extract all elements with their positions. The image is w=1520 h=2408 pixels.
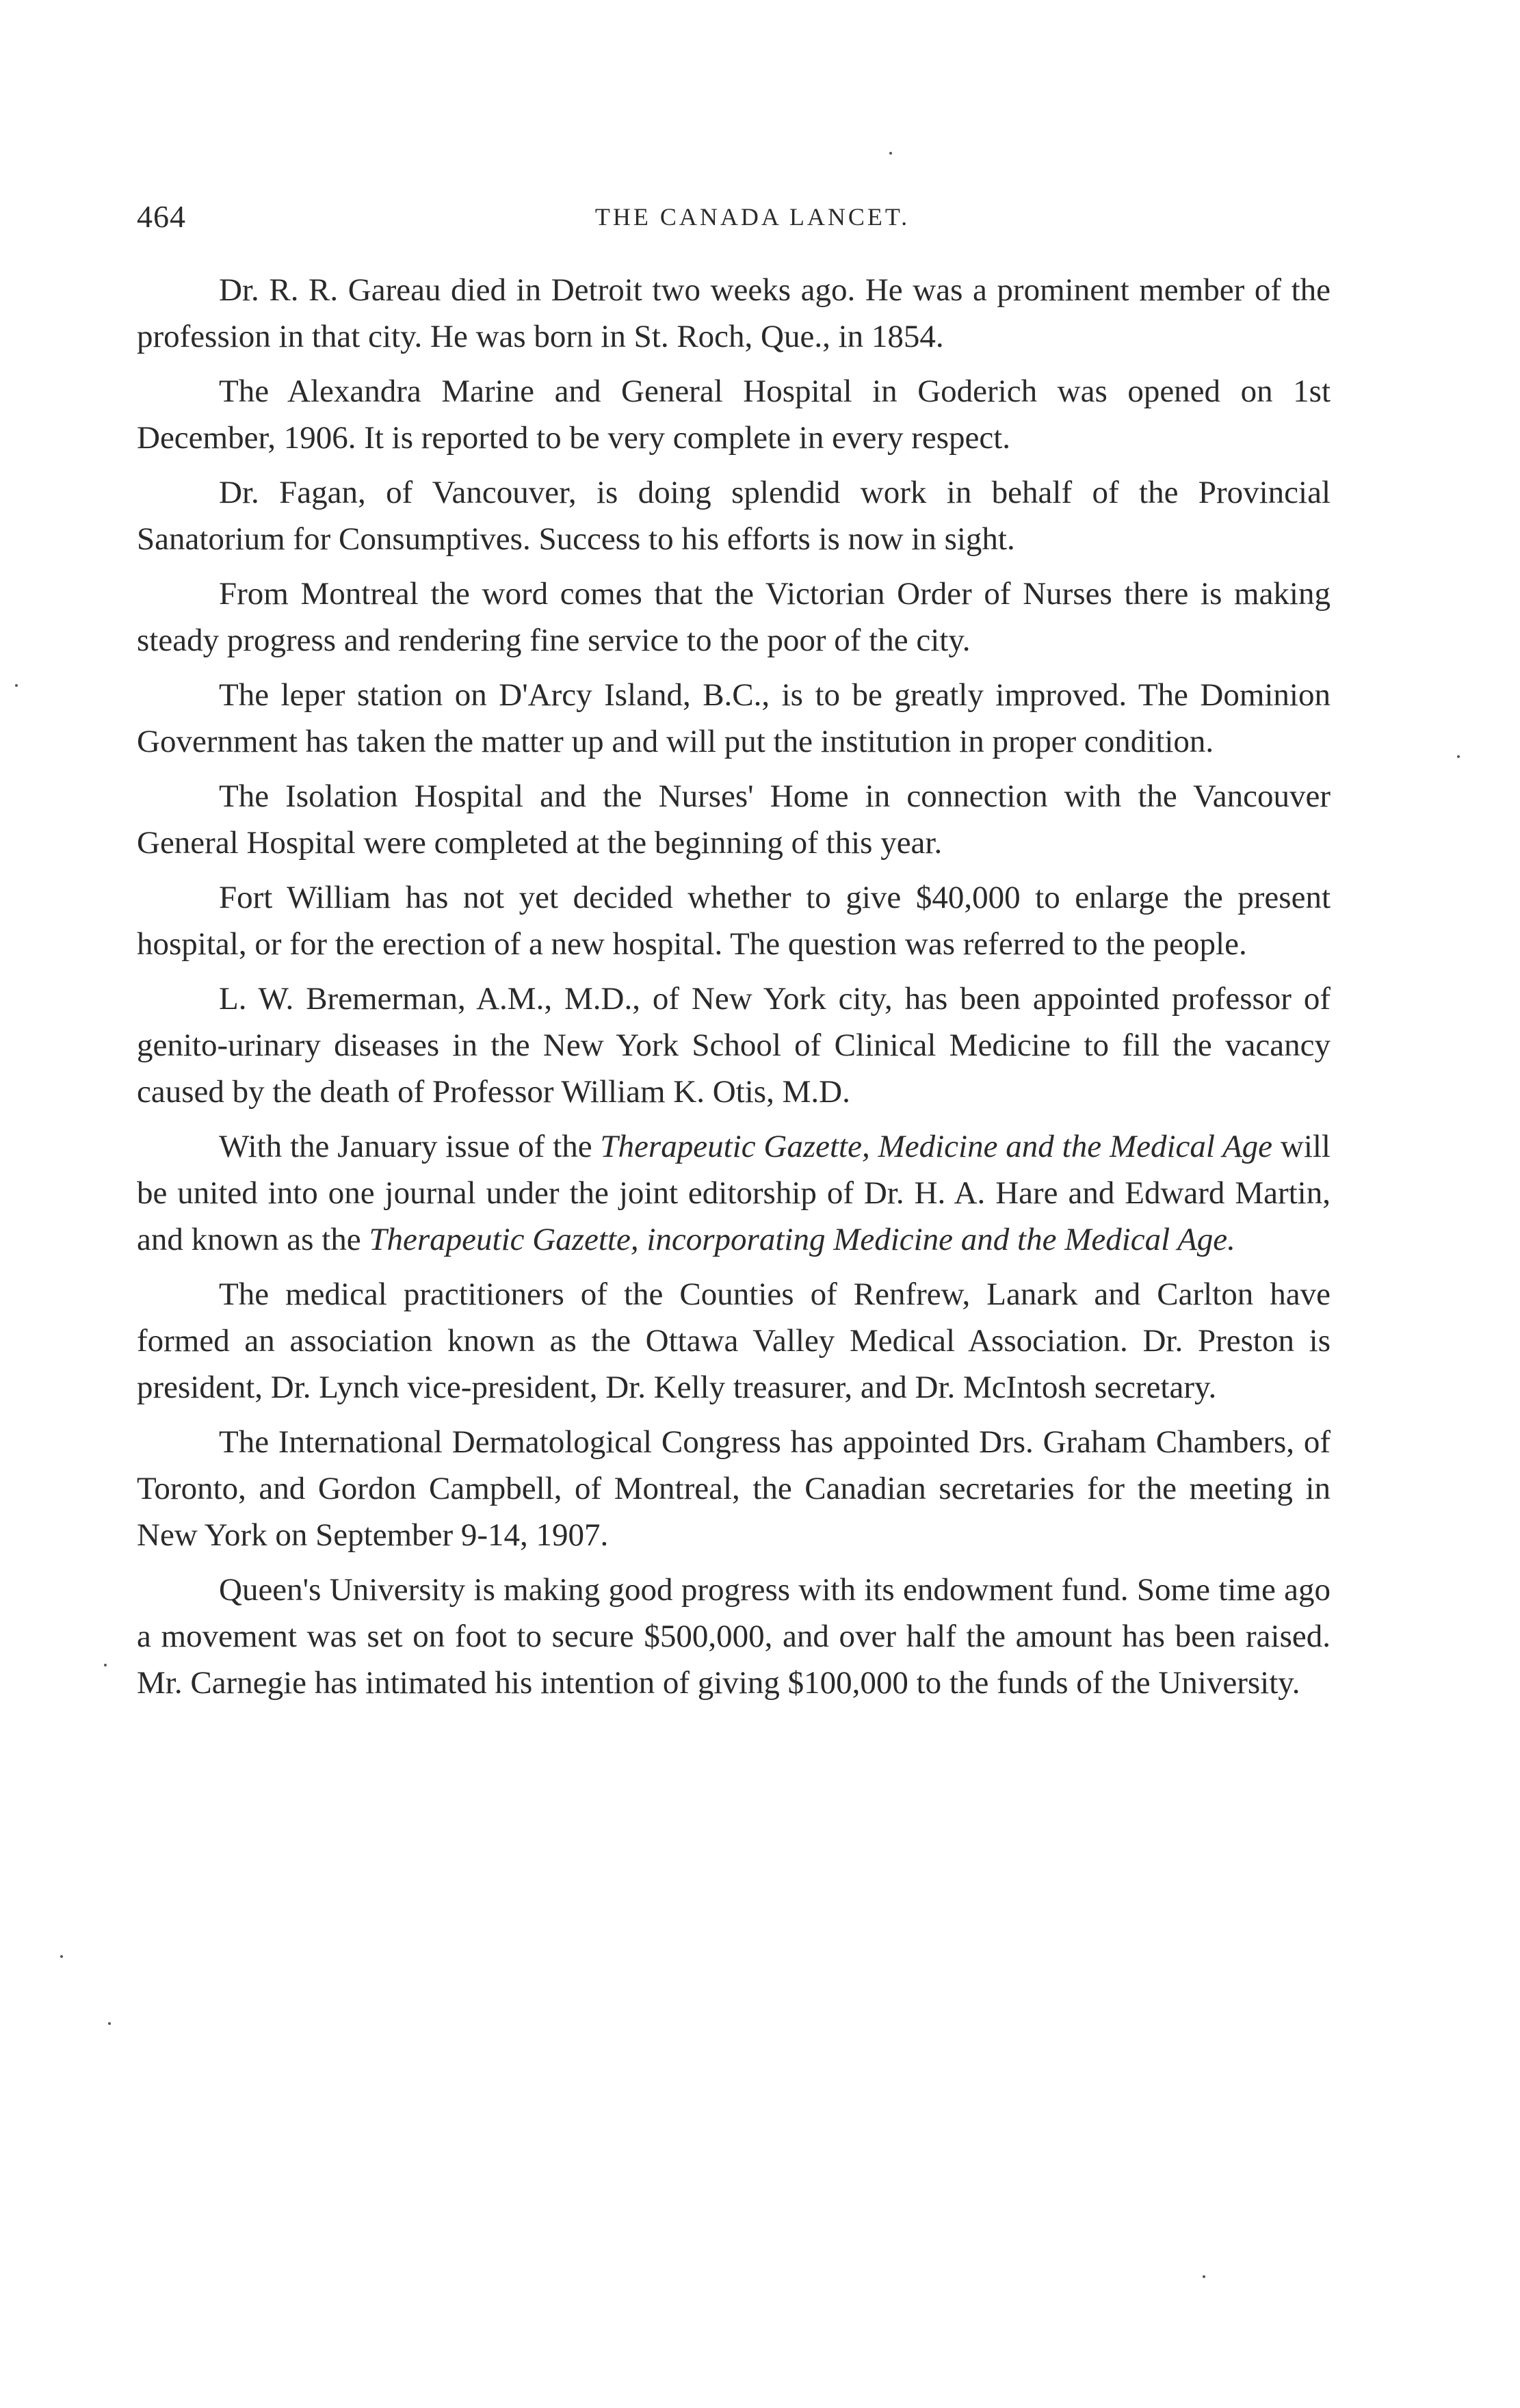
news-paragraph: [137, 976, 1331, 1115]
paragraph-text: The Isolation Hospital and the Nurses' Home in connection with the Vancouver General Hospital were completed at the beginning of this year.: [137, 778, 1331, 861]
news-paragraph: [137, 874, 1331, 967]
news-paragraph: [137, 1271, 1331, 1411]
paragraph-text: L. W. Bremerman, A.M., M.D., of New York city, has been appointed professor of genito-urinary diseases in the New York School of Clinical Medicine to fill the vacancy caused by the death of Professor William K. Otis, M.D.: [137, 981, 1331, 1110]
page-number: 464: [137, 199, 186, 234]
running-head: THE CANADA LANCET.: [594, 203, 910, 231]
paragraph-text: The International Dermatological Congress has appointed Drs. Graham Chambers, of Toronto, and Gordon Campbell, of Montreal, the Canadian secretaries for the meeting in New York on September 9-14, 1907.: [137, 1424, 1331, 1553]
paragraph-text: Dr. Fagan, of Vancouver, is doing splendid work in behalf of the Provincial Sanatorium for Consumptives. Success to his efforts is now in sight.: [137, 475, 1331, 557]
article-body: [137, 267, 1331, 1714]
scan-speck: [889, 152, 892, 155]
paragraph-text: Queen's University is making good progress with its endowment fund. Some time ago a movement was set on foot to secure $500,000, and over half the amount has been raised. Mr. Carnegie has intimated his intention of giving $100,000 to the funds of the University.: [137, 1572, 1331, 1701]
news-paragraph: [137, 267, 1331, 360]
news-paragraph: [137, 368, 1331, 461]
paragraph-text: With the January issue of the: [219, 1129, 601, 1164]
scan-speck: [60, 1955, 63, 1958]
news-paragraph: [137, 469, 1331, 562]
scan-speck: [1203, 2275, 1205, 2278]
paragraph-text: The medical practitioners of the Counties of Renfrew, Lanark and Carlton have formed an association known as the Ottawa Valley Medical Association. Dr. Preston is president, Dr. Lynch vice-president, Dr. Kelly treasurer, and Dr. McIntosh secretary.: [137, 1277, 1331, 1405]
scan-speck: [15, 684, 18, 687]
scan-speck: [1457, 755, 1460, 758]
page-header: [137, 192, 1368, 239]
italic-title-text: Therapeutic Gazette, Medicine and the Medical Age: [600, 1129, 1273, 1164]
news-paragraph: [137, 1419, 1331, 1558]
news-paragraph: [137, 773, 1331, 866]
paragraph-text: Fort William has not yet decided whether to give $40,000 to enlarge the present hospital, or for the erection of a new hospital. The question was referred to the people.: [137, 880, 1331, 962]
paragraph-text: From Montreal the word comes that the Victorian Order of Nurses there is making steady progress and rendering fine service to the poor of the city.: [137, 576, 1331, 658]
news-paragraph: [137, 1567, 1331, 1706]
news-paragraph: [137, 672, 1331, 765]
paragraph-text: will be united into one journal under the joint editorship of Dr. H. A. Hare and Edward Martin, and known as the: [137, 1129, 1331, 1257]
scan-speck: [104, 1664, 107, 1666]
paragraph-text: Dr. R. R. Gareau died in Detroit two weeks ago. He was a prominent member of the profession in that city. He was born in St. Roch, Que., in 1854.: [137, 272, 1331, 354]
news-paragraph: [137, 571, 1331, 664]
news-paragraph: [137, 1123, 1331, 1263]
paragraph-text: The leper station on D'Arcy Island, B.C., is to be greatly improved. The Dominion Government has taken the matter up and will put the institution in proper condition.: [137, 677, 1331, 759]
italic-title-text: Therapeutic Gazette, incorporating Medicine and the Medical Age.: [369, 1222, 1235, 1257]
scan-speck: [108, 2022, 111, 2025]
paragraph-text: The Alexandra Marine and General Hospital in Goderich was opened on 1st December, 1906. It is reported to be very complete in every respect.: [137, 374, 1331, 456]
